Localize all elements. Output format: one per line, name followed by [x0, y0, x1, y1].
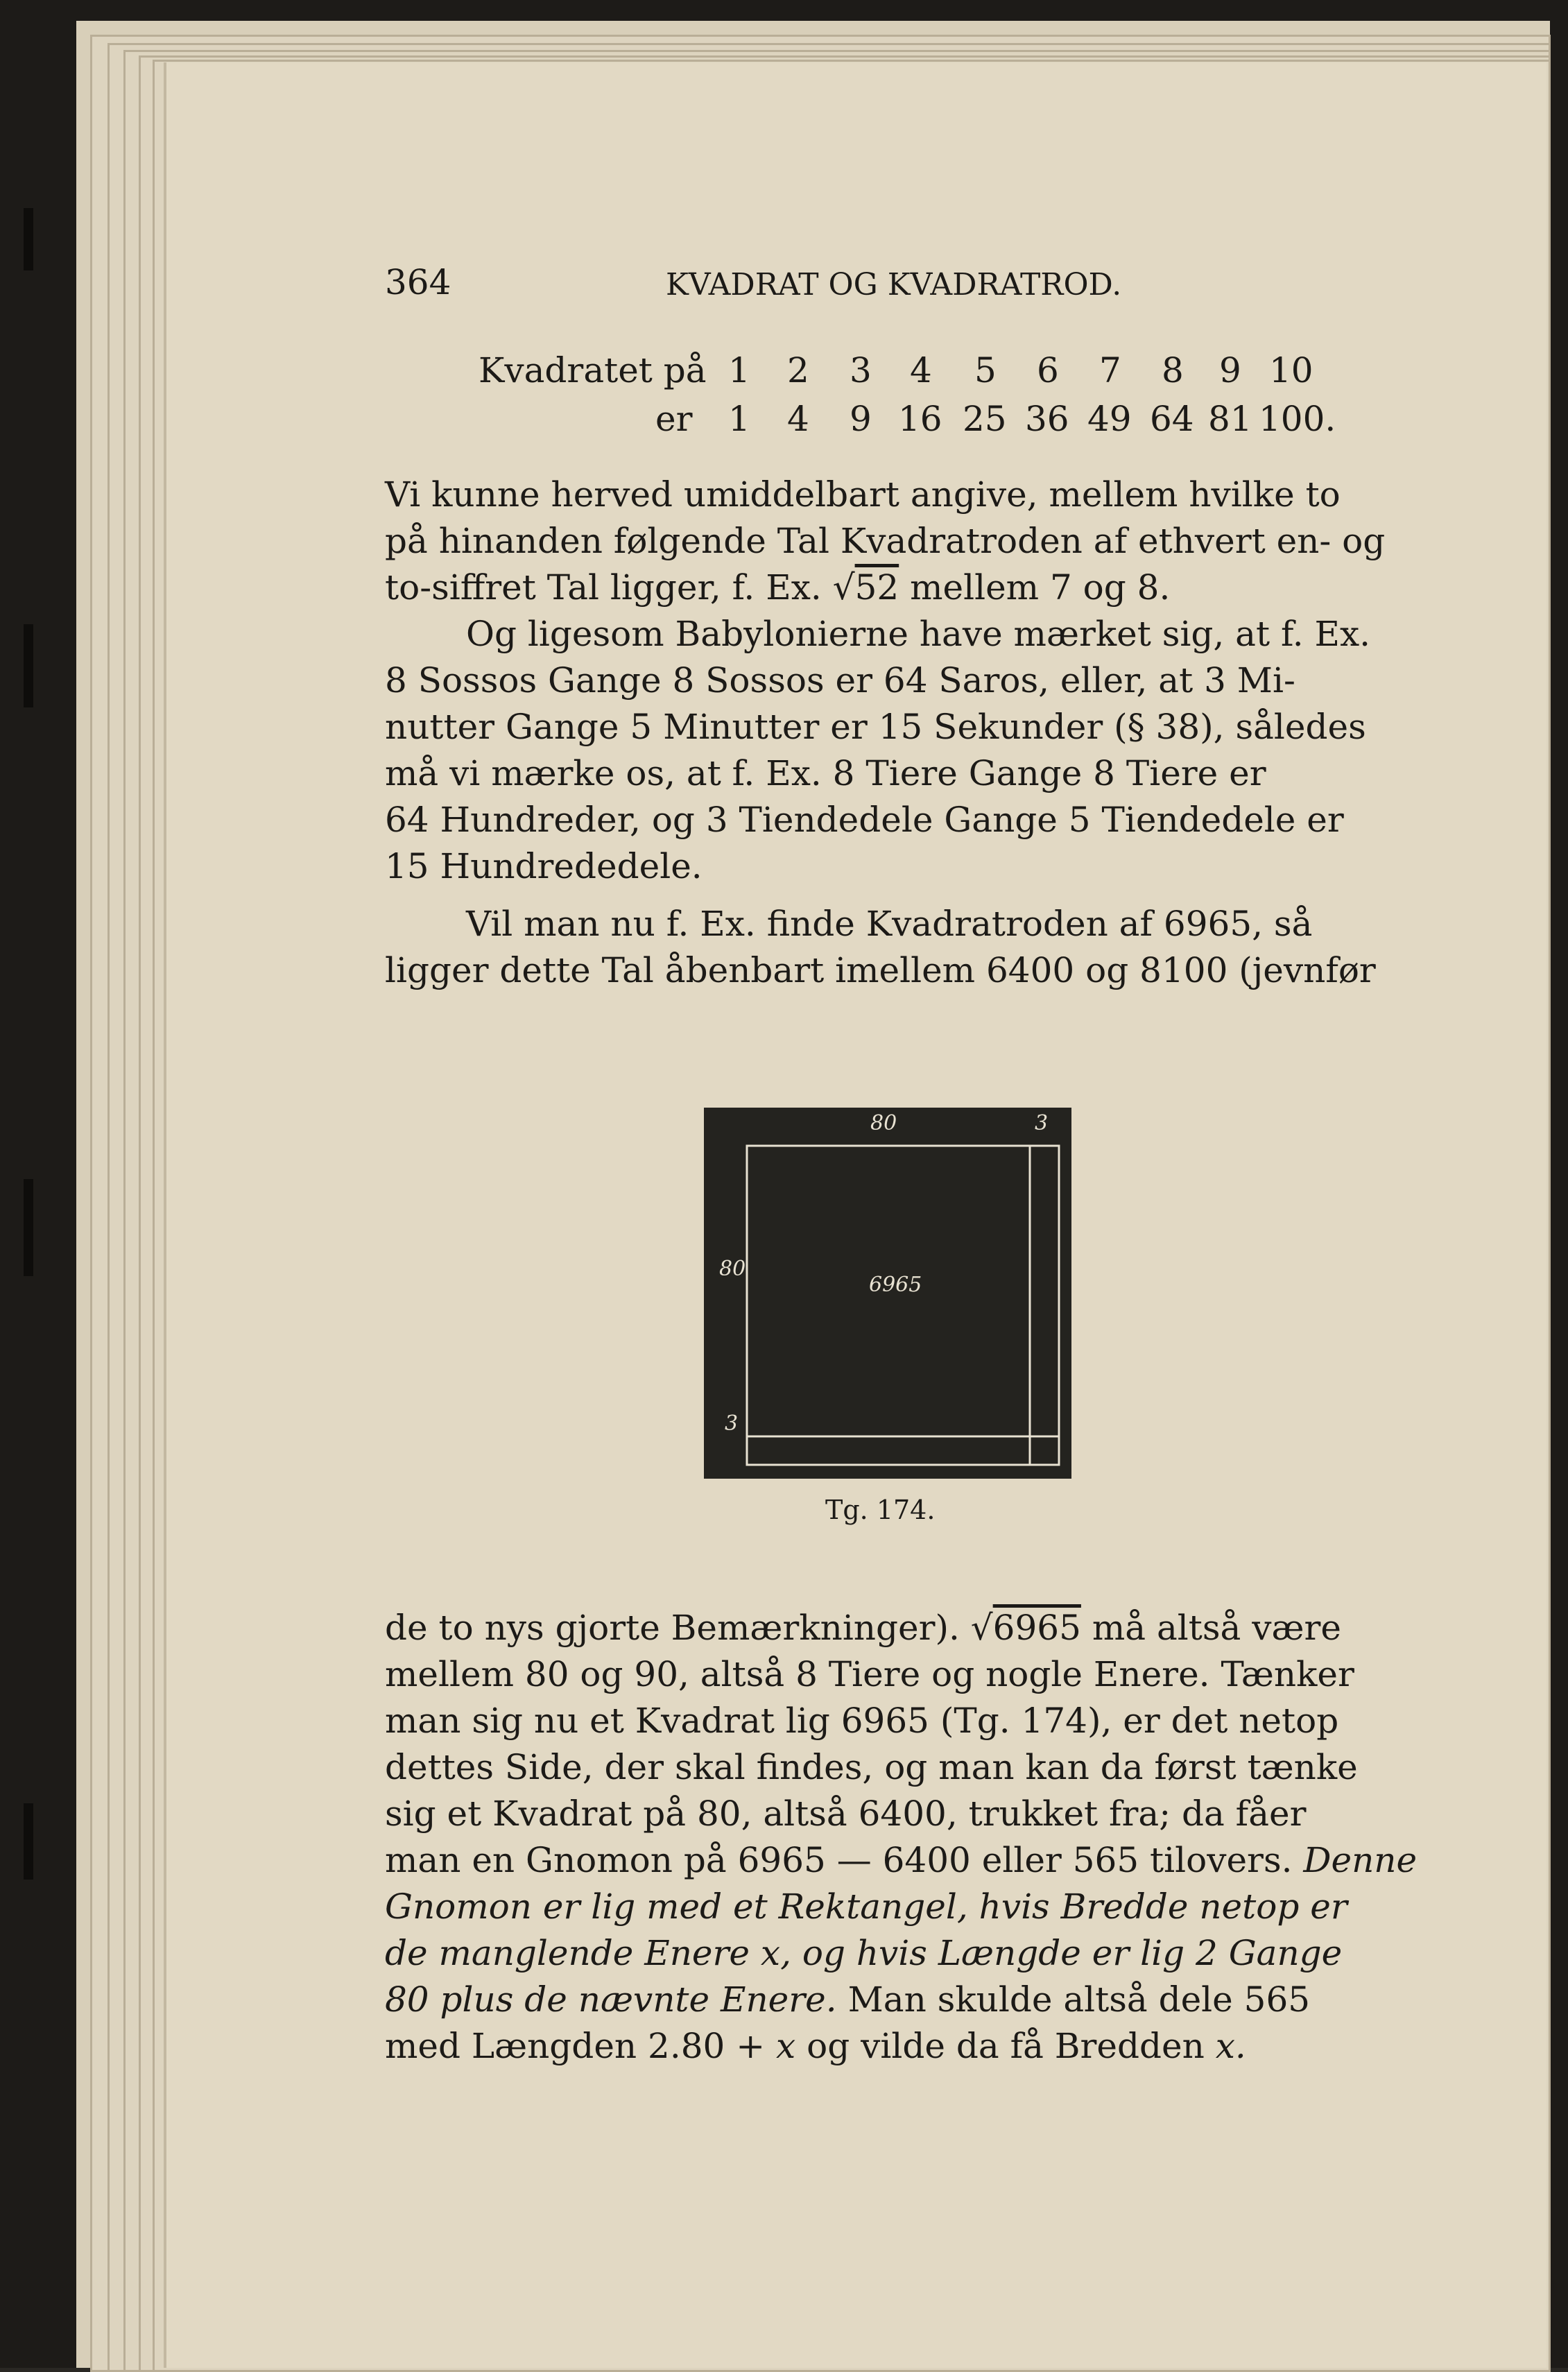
spine-binding [24, 1803, 33, 1880]
text-segment: man en Gnomon på 6965 — 6400 eller 565 tilovers. [385, 1840, 1293, 1880]
text-line [385, 1979, 1390, 2020]
page-number: 364 [385, 262, 451, 302]
figure-label-top-right: 3 [1035, 1111, 1049, 1135]
table-cell: 5 [974, 350, 997, 390]
table-cell: 16 [898, 399, 942, 439]
table-cell: 81 [1208, 399, 1252, 439]
figure-caption: Tg. 174. [825, 1495, 936, 1525]
text-line: dettes Side, der skal findes, og man kan da først tænke [385, 1747, 1358, 1787]
table-cell: 100. [1259, 399, 1336, 439]
text-line: på hinanden følgende Tal Kvadratroden af ethvert en- og [385, 521, 1386, 561]
figure-label-center: 6965 [869, 1273, 922, 1297]
table-cell: 64 [1150, 399, 1194, 439]
figure-label-top: 80 [870, 1111, 897, 1135]
text-line: må vi mærke os, at f. Ex. 8 Tiere Gange 8 Tiere er [385, 753, 1266, 793]
table-cell: 4 [910, 350, 932, 390]
text-line: de to nys gjorte Bemærkninger). √6965 må altså være [385, 1608, 1341, 1648]
radicand: 6965 [992, 1608, 1081, 1648]
running-title: KVADRAT OG KVADRATROD. [666, 267, 1122, 302]
text-line: Vil man nu f. Ex. finde Kvadratroden af 6965, så [466, 904, 1313, 944]
text-line-italic: Gnomon er lig med et Rektangel, hvis Bredde netop er [385, 1887, 1347, 1927]
table-cell: 6 [1037, 350, 1059, 390]
variable: x [776, 2026, 796, 2066]
text-segment: og vilde da få Bredden [807, 2026, 1205, 2066]
text-segment: må altså være [1092, 1608, 1341, 1648]
table-cell: 10 [1269, 350, 1313, 390]
text-segment: med Længden 2.80 + [385, 2026, 766, 2066]
radicand: 52 [854, 567, 899, 608]
spine-binding [24, 1179, 33, 1276]
text-line: sig et Kvadrat på 80, altså 6400, trukket fra; da fåer [385, 1794, 1307, 1834]
table-cell: 8 [1162, 350, 1184, 390]
figure-label-left: 80 [719, 1257, 746, 1281]
table-cell: 3 [850, 350, 872, 390]
text-line: 64 Hundreder, og 3 Tiendedele Gange 5 Tiendedele er [385, 800, 1344, 840]
row-label: er [655, 399, 693, 439]
table-cell: 1 [728, 350, 750, 390]
text-line [385, 2026, 1390, 2066]
text-line [385, 1840, 1418, 1880]
text-line: Og ligesom Babylonierne have mærket sig, at f. Ex. [466, 614, 1371, 654]
outer-square [747, 1146, 1059, 1465]
table-cell: 9 [1219, 350, 1241, 390]
text-line: 8 Sossos Gange 8 Sossos er 64 Saros, eller, at 3 Mi- [385, 660, 1295, 701]
table-cell: 49 [1087, 399, 1132, 439]
table-cell: 1 [728, 399, 750, 439]
table-cell: 36 [1025, 399, 1069, 439]
text-line: ligger dette Tal åbenbart imellem 6400 og 8100 (jevnfør [385, 950, 1376, 990]
italic-segment: 80 plus de nævnte Enere. [385, 1979, 837, 2020]
text-segment: de to nys gjorte Bemærkninger). [385, 1608, 960, 1648]
text-line: mellem 80 og 90, altså 8 Tiere og nogle Enere. Tænker [385, 1654, 1354, 1694]
italic-segment: Denne [1303, 1840, 1418, 1880]
text-line: nutter Gange 5 Minutter er 15 Sekunder (§ 38), således [385, 707, 1366, 747]
text-line: man sig nu et Kvadrat lig 6965 (Tg. 174), er det netop [385, 1701, 1339, 1741]
text-segment: to-siffret Tal ligger, f. Ex. [385, 567, 822, 608]
spine-binding [24, 624, 33, 707]
variable: x. [1215, 2026, 1246, 2066]
gnomon-figure [704, 1108, 1071, 1479]
row-label: Kvadratet på [479, 350, 707, 390]
table-cell: 9 [850, 399, 872, 439]
text-line: 15 Hundrededele. [385, 846, 703, 886]
text-line: to-siffret Tal ligger, f. Ex. √52 mellem 7 og 8. [385, 567, 1171, 608]
text-segment: Man skulde altså dele 565 [847, 1979, 1311, 2020]
table-cell: 4 [787, 399, 809, 439]
text-segment: mellem 7 og 8. [910, 567, 1171, 608]
table-cell: 2 [787, 350, 809, 390]
table-cell: 25 [963, 399, 1007, 439]
text-line: Vi kunne herved umiddelbart angive, mellem hvilke to [385, 474, 1341, 515]
spine-binding [24, 208, 33, 270]
text-line-italic: de manglende Enere x, og hvis Længde er lig 2 Gange [385, 1933, 1343, 1973]
figure-label-bottom-left: 3 [725, 1411, 739, 1436]
table-cell: 7 [1099, 350, 1121, 390]
